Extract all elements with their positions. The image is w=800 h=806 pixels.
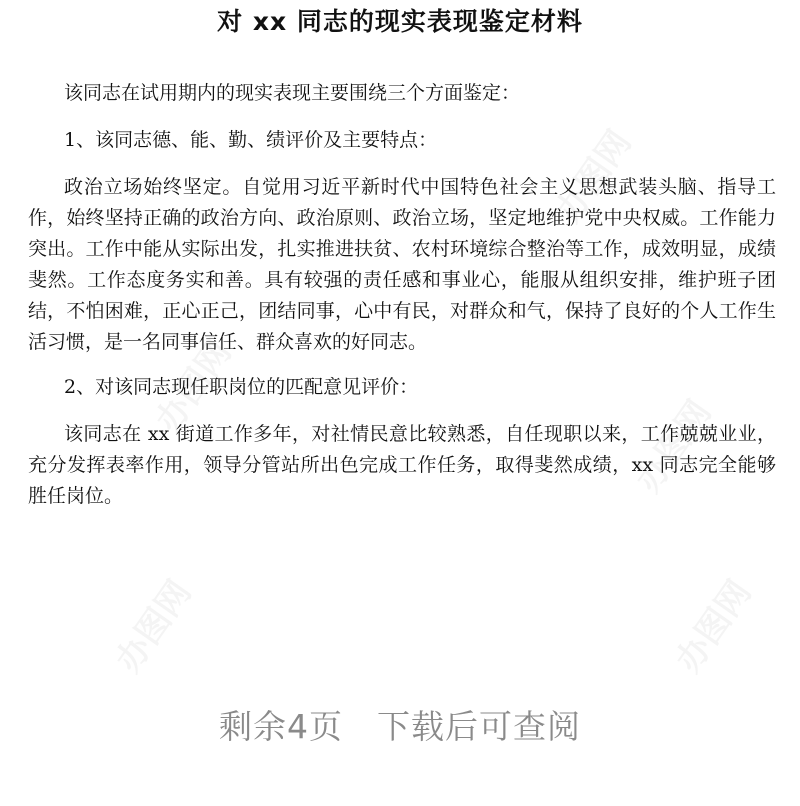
watermark — [102, 569, 201, 681]
section-heading-position-fit: 2、对该同志现任职岗位的匹配意见评价： — [64, 376, 419, 398]
download-banner[interactable] — [0, 702, 800, 752]
download-prompt-label[interactable]: 下载后可查阅 — [377, 707, 581, 746]
document-title: 对 xx 同志的现实表现鉴定材料 — [217, 7, 583, 36]
section-heading-evaluation: 1、该同志德、能、勤、绩评价及主要特点： — [64, 129, 438, 151]
remaining-pages-label: 剩余4页 — [219, 707, 343, 746]
intro-paragraph: 该同志在试用期内的现实表现主要围绕三个方面鉴定： — [64, 82, 521, 104]
position-fit-paragraph: 该同志在 xx 街道工作多年，对社情民意比较熟悉，自任现职以来，工作兢兢业业，充分发挥表率作用，领导分管站所出色完成工作任务，取得斐然成绩，xx 同志完全能够胜任岗位。 — [28, 423, 776, 507]
evaluation-paragraph: 政治立场始终坚定。自觉用习近平新时代中国特色社会主义思想武装头脑、指导工作，始终坚持正确的政治方向、政治原则、政治立场，坚定地维护党中央权威。工作能力突出。工作中能从实际出发，扎实推进扶贫、农村环境综合整治等工作，成效明显，成绩斐然。工作态度务实和善。具有较强的责任感和事业心，能服从组织安排，维护班子团结，不怕困难，正心正己，团结同事，心中有民，对群众和气，保持了良好的个人工作生活习惯，是一名同事信任、群众喜欢的好同志。 — [28, 176, 776, 353]
watermark — [662, 569, 761, 681]
document-body — [28, 78, 776, 526]
